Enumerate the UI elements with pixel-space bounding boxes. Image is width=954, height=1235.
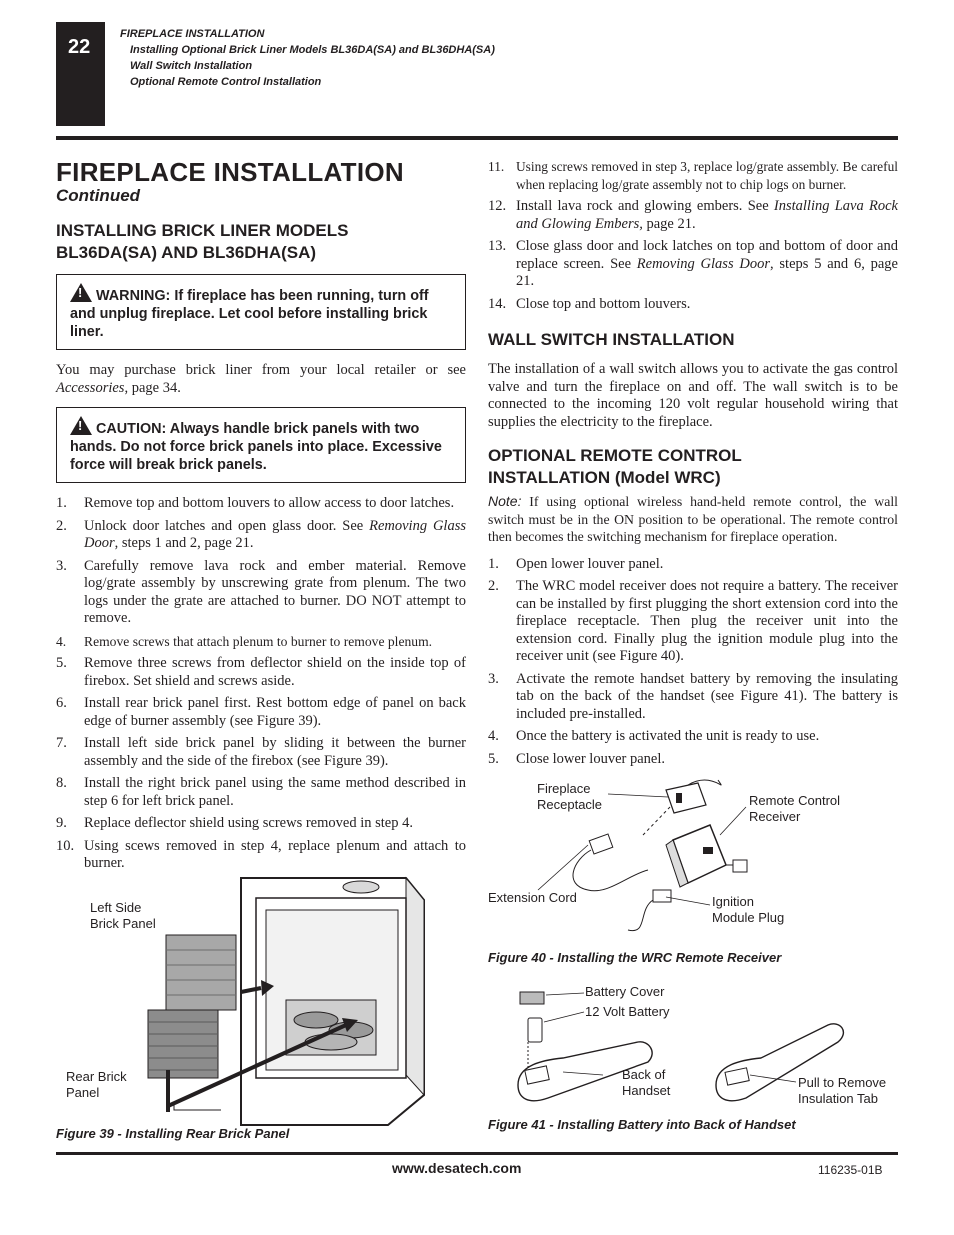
step-text: Remove three screws from deflector shield on the inside top of firebox. Set shield and screws aside. bbox=[84, 655, 466, 689]
step-text: Close top and bottom louvers. bbox=[516, 295, 691, 312]
step-number: 11. bbox=[488, 159, 505, 174]
intro-text: You may purchase brick liner from your local retailer or see bbox=[56, 362, 466, 378]
step-text-end: , steps 5 and 6, page 21. bbox=[516, 255, 898, 289]
caution-text: CAUTION: Always handle brick panels with two hands. Do not force brick panels into place. Excessive force will break brick panels. bbox=[70, 421, 442, 473]
step-text: Unlock door latches and open glass door. See bbox=[84, 517, 370, 534]
step-number: 9. bbox=[56, 815, 67, 831]
figure-41-caption: Figure 41 - Installing Battery into Back of Handset bbox=[488, 1117, 796, 1132]
step-number: 4. bbox=[56, 633, 67, 649]
list-item bbox=[56, 655, 466, 690]
step-ref: Removing Glass Door bbox=[636, 255, 770, 272]
step-text-end: page 21. bbox=[642, 215, 696, 232]
list-item bbox=[488, 296, 898, 314]
step-number: 13. bbox=[488, 238, 507, 254]
list-item bbox=[56, 558, 466, 628]
step-text: Activate the remote handset battery by removing the insulating tab on the back of the handset (see Figure 41). The battery is included pre-installed. bbox=[516, 670, 898, 722]
list-item bbox=[56, 735, 466, 770]
step-ref: Installing Lava Rock and Glowing Embers, bbox=[516, 198, 898, 232]
footer-url: www.desatech.com bbox=[392, 1160, 522, 1176]
wall-switch-paragraph: The installation of a wall switch allows you to activate the gas control valve and turn the fireplace on and off. The wall switch is to be connected to the incoming 120 volt regular household wiring that supplies the electricity to the fireplace. bbox=[488, 361, 898, 430]
warning-icon bbox=[70, 283, 92, 302]
figure-39-caption: Figure 39 - Installing Rear Brick Panel bbox=[56, 1126, 290, 1141]
step-text: Carefully remove lava rock and ember material. Remove log/grate assembly by unscrewing grate from plenum. The two logs under the grate are attached to burner. DO NOT attempt to remove. bbox=[84, 557, 466, 626]
section-title-remote bbox=[488, 445, 898, 489]
step-number: 3. bbox=[488, 670, 499, 687]
step-number: 1. bbox=[488, 555, 499, 572]
label-battery-cover: Battery Cover bbox=[585, 984, 665, 999]
footer-doc-number: 116235-01B bbox=[818, 1163, 883, 1177]
step-number: 14. bbox=[488, 295, 507, 312]
section-title-wall-switch: WALL SWITCH INSTALLATION bbox=[488, 330, 735, 349]
step-text: Once the battery is activated the unit is ready to use. bbox=[516, 728, 820, 744]
note-text: If using optional wireless hand-held remote control, the wall switch must be in the ON position to be operational. The remote control then becomes the switching mechanism for fireplace operation. bbox=[488, 494, 898, 544]
list-item bbox=[488, 556, 898, 574]
intro-text-end: , page 34. bbox=[124, 379, 181, 396]
step-number: 6. bbox=[56, 695, 67, 711]
step-number: 4. bbox=[488, 728, 499, 744]
label-fireplace-receptacle: Fireplace Receptacle bbox=[537, 781, 603, 812]
note-paragraph bbox=[488, 493, 898, 546]
caution-box bbox=[56, 407, 466, 483]
label-pull-to-remove: Pull to Remove Insulation Tab bbox=[798, 1075, 887, 1106]
step-number: 10. bbox=[56, 837, 75, 854]
list-item bbox=[488, 578, 898, 666]
label-remote-control-receiver: Remote Control Receiver bbox=[749, 793, 841, 824]
header-title: FIREPLACE INSTALLATION bbox=[120, 28, 265, 40]
list-item bbox=[56, 815, 466, 833]
label-back-of-handset: Back of Handset bbox=[622, 1067, 671, 1098]
intro-ref: Accessories bbox=[56, 379, 125, 396]
step-number: 2. bbox=[56, 517, 67, 534]
step-number: 1. bbox=[56, 495, 67, 511]
step-text: Close lower louver panel. bbox=[516, 750, 665, 767]
list-item bbox=[488, 198, 898, 233]
list-item bbox=[56, 838, 466, 873]
step-text: Remove screws that attach plenum to burner to remove plenum. bbox=[84, 633, 433, 649]
step-number: 5. bbox=[56, 655, 67, 671]
section-title-brick-liner bbox=[56, 220, 466, 264]
header-rule bbox=[56, 136, 898, 140]
caution-icon bbox=[70, 416, 92, 435]
step-text: Open lower louver panel. bbox=[516, 555, 664, 572]
step-ref: Removing Glass Door bbox=[84, 517, 466, 551]
step-text: Remove top and bottom louvers to allow access to door latches. bbox=[84, 495, 455, 511]
step-number: 5. bbox=[488, 750, 499, 767]
label-ignition-module-plug: Ignition Module Plug bbox=[712, 894, 785, 925]
label-left-side-brick-panel: Left Side Brick Panel bbox=[90, 900, 156, 931]
list-item bbox=[488, 238, 898, 291]
label-extension-cord: Extension Cord bbox=[488, 890, 577, 905]
intro-paragraph bbox=[56, 362, 466, 397]
list-item bbox=[488, 728, 898, 746]
remote-steps bbox=[488, 556, 898, 769]
header-line: Installing Optional Brick Liner Models BL36DA(SA) and BL36DHA(SA) bbox=[130, 44, 495, 56]
label-rear-brick-panel: Rear Brick Panel bbox=[66, 1069, 127, 1100]
step-text: Close glass door and lock latches on top and bottom of door and replace screen. See bbox=[516, 238, 898, 272]
left-column bbox=[56, 158, 466, 878]
footer-rule bbox=[56, 1152, 898, 1155]
step-text: Install left side brick panel by sliding it between the burner assembly and the side of the firebox (see Figure 39). bbox=[84, 735, 466, 769]
list-item bbox=[488, 158, 898, 193]
step-text: Install rear brick panel first. Rest bottom edge of panel on back edge of burner assembly (see Figure 39). bbox=[84, 695, 466, 729]
section-title-line: BL36DA(SA) AND BL36DHA(SA) bbox=[56, 243, 317, 262]
running-header bbox=[120, 26, 495, 90]
step-text: Using screws removed in step 3, replace log/grate assembly. Be careful when replacing log/grate assembly not to chip logs on burner. bbox=[516, 159, 898, 192]
right-column bbox=[488, 158, 898, 773]
list-item bbox=[56, 775, 466, 810]
section-title-line: INSTALLING BRICK LINER MODELS bbox=[56, 221, 349, 240]
step-number: 2. bbox=[488, 578, 499, 594]
step-text: The WRC model receiver does not require a battery. The receiver can be installed by first plugging the short extension cord into the fireplace receptacle. Then plug the receiver unit into the extension cord. Finally plug the ignition module plug into the receiver unit (see Figure 40). bbox=[516, 578, 898, 664]
header-line: Optional Remote Control Installation bbox=[130, 76, 322, 88]
figure-40-caption: Figure 40 - Installing the WRC Remote Receiver bbox=[488, 950, 782, 965]
label-12-volt-battery: 12 Volt Battery bbox=[585, 1004, 670, 1019]
list-item bbox=[56, 633, 466, 651]
step-number: 7. bbox=[56, 735, 67, 751]
step-number: 3. bbox=[56, 557, 67, 574]
brick-liner-steps bbox=[56, 495, 466, 873]
step-text-end: , steps 1 and 2, page 21. bbox=[114, 535, 254, 551]
step-number: 8. bbox=[56, 775, 67, 791]
warning-box bbox=[56, 274, 466, 350]
continued-label: Continued bbox=[56, 186, 141, 205]
list-item bbox=[56, 495, 466, 513]
list-item bbox=[488, 671, 898, 724]
step-number: 12. bbox=[488, 198, 507, 214]
section-title-line: INSTALLATION (Model WRC) bbox=[488, 468, 721, 487]
section-title-line: OPTIONAL REMOTE CONTROL bbox=[488, 446, 742, 465]
header-line: Wall Switch Installation bbox=[130, 60, 253, 72]
step-text: Using scews removed in step 4, replace plenum and attach to burner. bbox=[84, 837, 466, 871]
list-item bbox=[56, 518, 466, 553]
warning-text: WARNING: If fireplace has been running, turn off and unplug fireplace. Let cool before installing brick liner. bbox=[70, 288, 429, 340]
step-text: Install the right brick panel using the same method described in step 6 for left brick panel. bbox=[84, 775, 466, 809]
page-title: FIREPLACE INSTALLATION bbox=[56, 157, 404, 187]
list-item bbox=[56, 695, 466, 730]
step-text: Install lava rock and glowing embers. See bbox=[516, 198, 774, 214]
note-label: Note: bbox=[488, 493, 522, 509]
step-text: Replace deflector shield using screws removed in step 4. bbox=[84, 815, 413, 831]
page-number: 22 bbox=[68, 36, 91, 58]
brick-liner-steps-continued bbox=[488, 158, 898, 313]
